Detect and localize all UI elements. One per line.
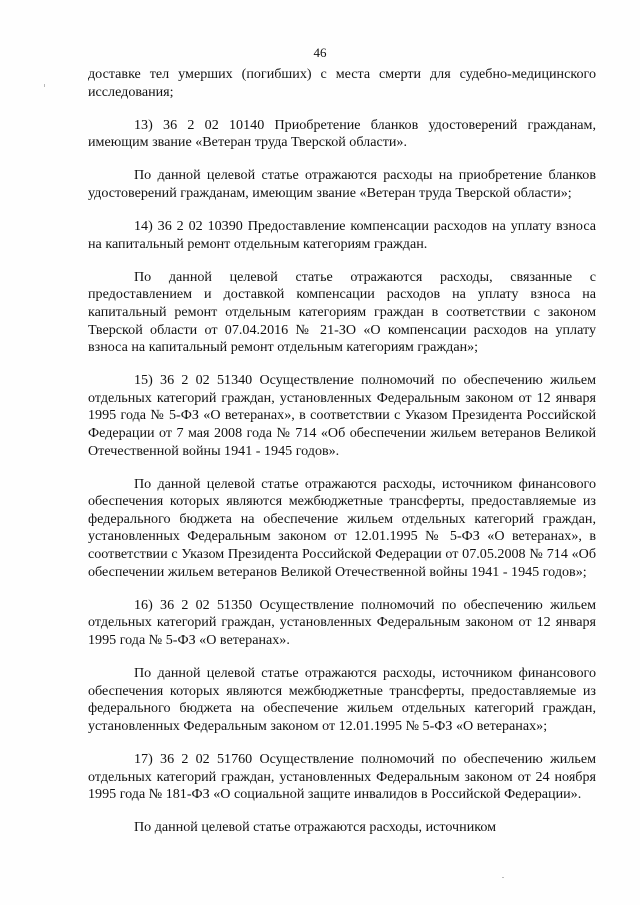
page-number: 46	[313, 45, 327, 60]
scan-speck	[44, 84, 45, 87]
paragraph-item-16-description: По данной целевой статье отражаются расходы, источником финансового обеспечения которых являются межбюджетные трансферты, предоставляемые из федерального бюджета на обеспечение жильем отдельных категорий граждан, установленных Федеральным законом от 12.01.1995 № 5-ФЗ «О ветеранах»;	[88, 665, 596, 734]
paragraph-item-14: 14) 36 2 02 10390 Предоставление компенсации расходов на уплату взноса на капитальный ремонт отдельным категориям граждан.	[88, 218, 596, 252]
paragraph-continuation: доставке тел умерших (погибших) с места смерти для судебно-медицинского исследования;	[88, 66, 596, 100]
paragraph-item-17-description: По данной целевой статье отражаются расходы, источником	[134, 819, 497, 836]
paragraph-item-16: 16) 36 2 02 51350 Осуществление полномочий по обеспечению жильем отдельных категорий граждан, установленных Федеральным законом от 12 января 1995 года № 5-ФЗ «О ветеранах».	[88, 596, 596, 648]
paragraph-item-14-description: По данной целевой статье отражаются расходы, связанные с предоставлением и доставкой компенсации расходов на уплату взноса на капитальный ремонт отдельным категориям граждан в соответствии с законом Тверской области от 07.04.2016 № 21-ЗО «О компенсации расходов на уплату взноса на капитальный ремонт отдельным категориям граждан»;	[88, 268, 596, 356]
paragraph-item-17: 17) 36 2 02 51760 Осуществление полномочий по обеспечению жильем отдельных категорий граждан, установленных Федеральным законом от 24 ноября 1995 года № 181-ФЗ «О социальной защите инвалидов в Российской Федерации».	[88, 750, 596, 803]
paragraph-item-15-description: По данной целевой статье отражаются расходы, источником финансового обеспечения которых являются межбюджетные трансферты, предоставляемые из федерального бюджета на обеспечение жильем отдельных категорий граждан, установленных Федеральным законом от 12.01.1995 № 5-ФЗ «О ветеранах», в соответствии с Указом Президента Российской Федерации от 07.05.2008 № 714 «Об обеспечении жильем ветеранов Великой Отечественной войны 1941 - 1945 годов»;	[88, 475, 596, 580]
document-body	[88, 66, 596, 837]
scan-speck	[502, 877, 504, 878]
paragraph-item-13: 13) 36 2 02 10140 Приобретение бланков удостоверений гражданам, имеющим звание «Ветеран труда Тверской области».	[88, 116, 596, 151]
paragraph-item-15: 15) 36 2 02 51340 Осуществление полномочий по обеспечению жильем отдельных категорий граждан, установленных Федеральным законом от 12 января 1995 года № 5-ФЗ «О ветеранах», в соответствии с Указом Президента Российской Федерации от 7 мая 2008 года № 714 «Об обеспечении жильем ветеранов Великой Отечественной войны 1941 - 1945 годов».	[88, 372, 596, 459]
paragraph-item-13-description: По данной целевой статье отражаются расходы на приобретение бланков удостоверений гражданам, имеющим звание «Ветеран труда Тверской области»;	[88, 167, 596, 201]
